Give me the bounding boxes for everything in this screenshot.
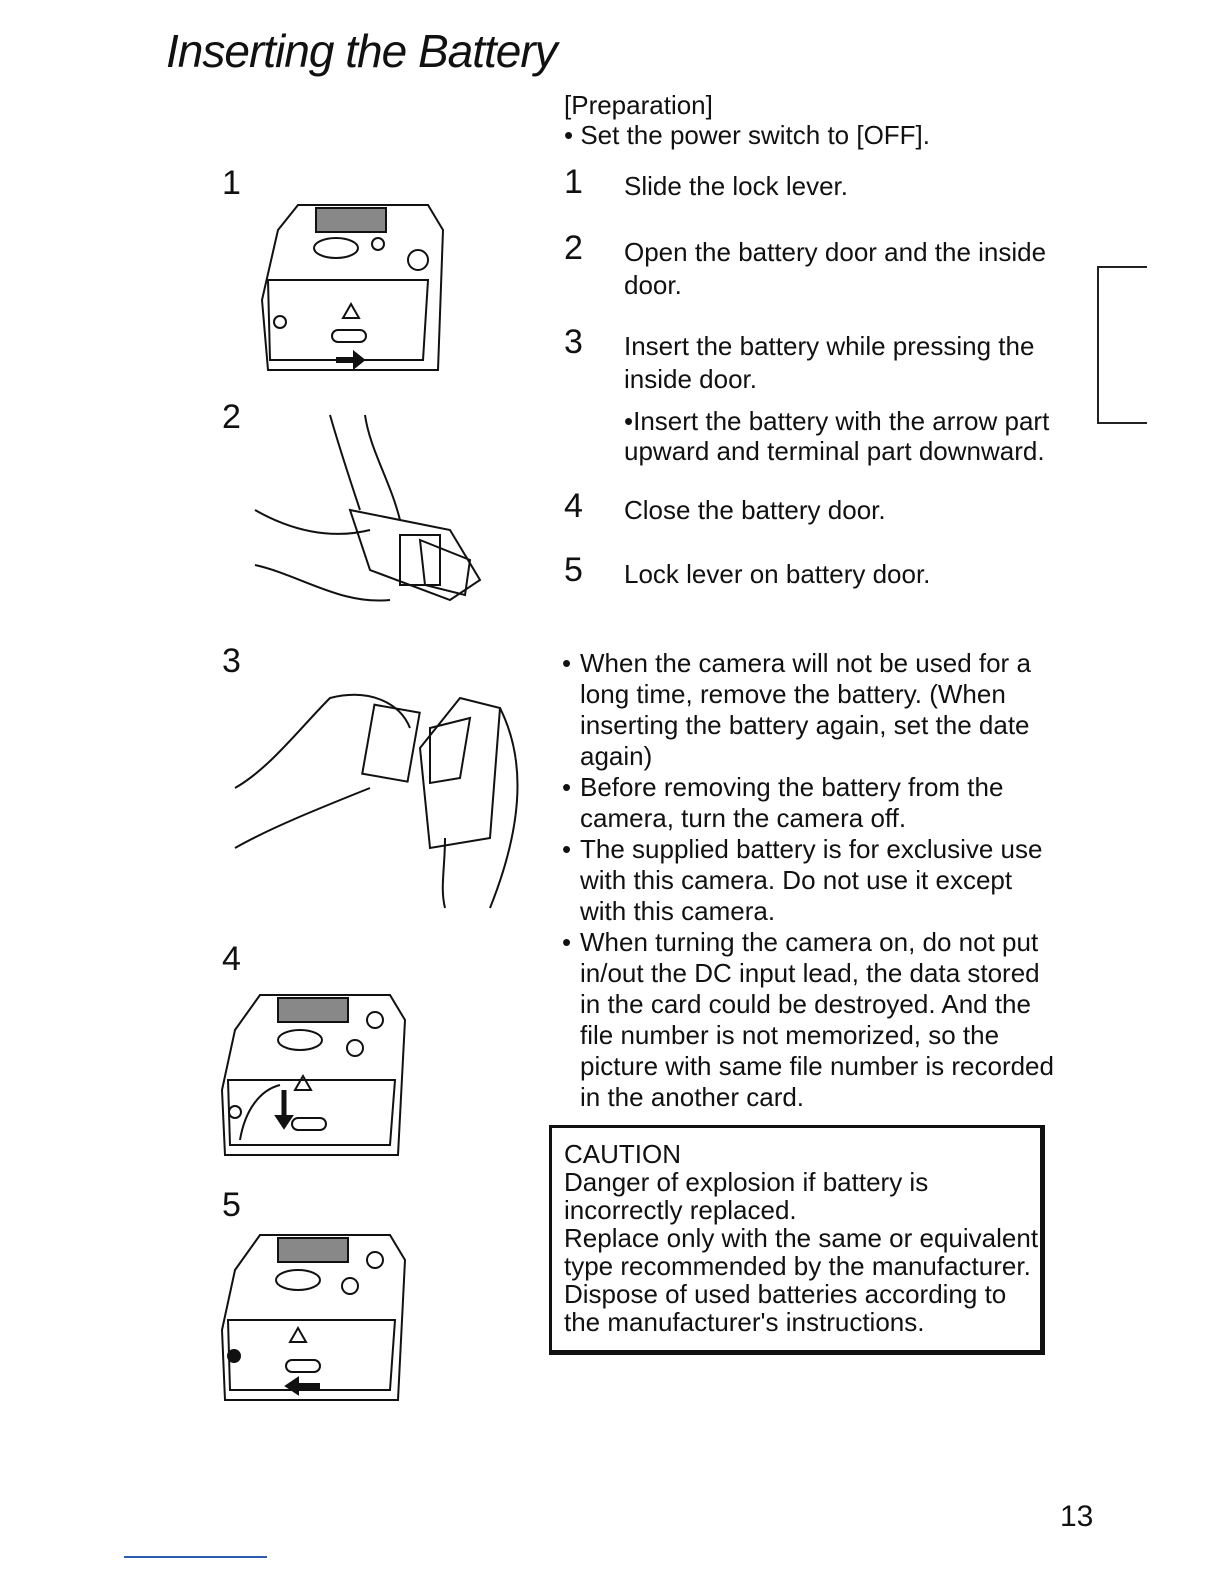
camera-closing-battery-door-illustration	[220, 990, 410, 1165]
step-text: Lock lever on battery door.	[624, 559, 931, 589]
note-item: • When turning the camera on, do not put in/out the DC input lead, the data stored in the card could be destroyed. And the file number is not memorized, so the picture with same file number is recorded in the another card.	[562, 927, 1062, 1113]
camera-slide-lock-lever-illustration	[258, 200, 448, 380]
caution-line: Danger of explosion if battery is incorrectly replaced.	[564, 1167, 929, 1225]
step-number: 5	[564, 551, 583, 589]
figure-number: 3	[222, 642, 241, 680]
note-item: • Before removing the battery from the camera, turn the camera off.	[562, 772, 1062, 834]
preparation-heading: [Preparation]	[564, 90, 713, 120]
caution-line: Dispose of used batteries according to the manufacturer's instructions.	[564, 1279, 1007, 1337]
step-text: Insert the battery while pressing the inside door.	[624, 331, 1035, 394]
page-title: Inserting the Battery	[166, 25, 557, 77]
caution-line: Replace only with the same or equivalent type recommended by the manufacturer.	[564, 1223, 1039, 1281]
camera-lock-lever-illustration	[220, 1230, 410, 1410]
page-number: 13	[1060, 1500, 1094, 1533]
figure-number: 2	[222, 398, 241, 436]
figure-number: 5	[222, 1186, 241, 1224]
bottom-divider	[124, 1556, 267, 1558]
step-number: 3	[564, 323, 583, 361]
figure-number: 4	[222, 940, 241, 978]
step-text: Slide the lock lever.	[624, 171, 849, 201]
section-tab-bracket	[1097, 266, 1147, 424]
step-number: 2	[564, 229, 583, 267]
caution-box	[549, 1125, 1045, 1355]
hands-opening-battery-door-illustration	[250, 410, 490, 620]
step-text: Close the battery door.	[624, 495, 886, 525]
caution-heading: CAUTION	[564, 1139, 681, 1169]
step-text: Open the battery door and the inside door.	[624, 237, 1047, 300]
figure-number: 1	[222, 164, 241, 202]
hands-inserting-battery-illustration	[230, 688, 530, 918]
note-item: • The supplied battery is for exclusive use with this camera. Do not use it except with this camera.	[562, 834, 1062, 927]
notes-list	[562, 648, 1062, 1113]
step3-note: •Insert the battery with the arrow part upward and terminal part downward.	[624, 406, 1050, 466]
note-item: • When the camera will not be used for a long time, remove the battery. (When inserting the battery again, set the date again)	[562, 648, 1062, 772]
preparation-item: • Set the power switch to [OFF].	[564, 120, 931, 150]
preparation-section	[564, 90, 930, 150]
step-number: 4	[564, 487, 583, 525]
step-number: 1	[564, 163, 583, 201]
